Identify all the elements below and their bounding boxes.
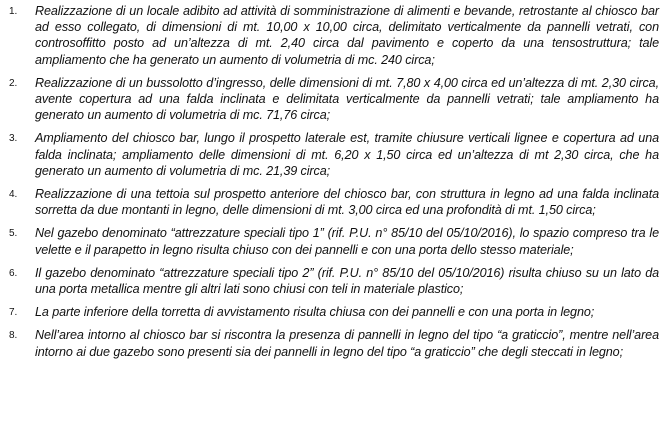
list-item-number: 6. <box>9 267 18 279</box>
numbered-list <box>0 3 669 367</box>
list-item <box>0 225 669 257</box>
list-item-number: 3. <box>9 133 18 145</box>
list-item-number: 2. <box>9 77 18 89</box>
list-item-number: 1. <box>9 6 18 17</box>
list-item <box>0 327 669 359</box>
list-item <box>0 75 669 124</box>
list-item-number: 7. <box>9 307 18 319</box>
list-item-number: 4. <box>9 189 18 201</box>
list-item <box>0 3 669 68</box>
list-item-text: Realizzazione di una tettoia sul prospetto anteriore del chiosco bar, con struttura in legno ad una falda inclinata sorretta da due montanti in legno, delle dimensioni di mt. 3,00 circa ed una profondità di mt. 1,50 circa; <box>35 187 659 218</box>
list-item <box>0 186 669 218</box>
list-item-text: Ampliamento del chiosco bar, lungo il prospetto laterale est, tramite chiusure verticali lignee e copertura ad una falda inclinata; ampliamento delle dimensioni di mt. 6,20 x 1,50 circa ed un’altezza di mt 2,30 circa, che ha generato un aumento di volumetria di mc. 21,39 circa; <box>35 131 659 178</box>
list-item-number: 8. <box>9 330 18 342</box>
list-item-text: Il gazebo denominato “attrezzature speciali tipo 2” (rif. P.U. n° 85/10 del 05/10/2016) risulta chiuso su un lato da una porta metallica mentre gli altri lati sono chiusi con teli in materiale plastico; <box>35 265 659 297</box>
list-item-text: Realizzazione di un locale adibito ad attività di somministrazione di alimenti e bevande, retrostante al chiosco bar ad esso collegato, di dimensioni di mt. 10,00 x 10,00 circa, delimitato verticalmente da pannelli vetrati, con controsoffitto posto ad un’altezza di mt. 2,40 circa dal pavimento e coperto da una tensostruttura; tale ampliamento che ha generato un aumento di volumetria di mc. 240 circa; <box>35 4 659 67</box>
list-item <box>0 304 669 320</box>
list-item-text: Nel gazebo denominato “attrezzature speciali tipo 1” (rif. P.U. n° 85/10 del 05/10/2016), lo spazio compreso tra le velette e il parapetto in legno risulta chiuso con dei pannelli e con una porta dello stesso materiale; <box>35 226 659 257</box>
list-item-text: Nell’area intorno al chiosco bar si riscontra la presenza di pannelli in legno del tipo “a graticcio”, mentre nell’area intorno ai due gazebo sono presenti sia dei pannelli in legno del tipo “a graticcio” che degli steccati in legno; <box>35 328 659 359</box>
list-item-number: 5. <box>9 228 18 240</box>
list-item <box>0 130 669 179</box>
list-item-text: Realizzazione di un bussolotto d’ingresso, delle dimensioni di mt. 7,80 x 4,00 circa ed un’altezza di mt. 2,30 circa, avente copertura ad una falda inclinata e delimitata verticalmente da pannelli vetrati; tale ampliamento ha generato un aumento di volumetria di mc. 71,76 circa; <box>35 75 659 123</box>
list-item <box>0 265 669 297</box>
list-item-text: La parte inferiore della torretta di avvistamento risulta chiusa con dei pannelli e con una porta in legno; <box>35 305 595 320</box>
